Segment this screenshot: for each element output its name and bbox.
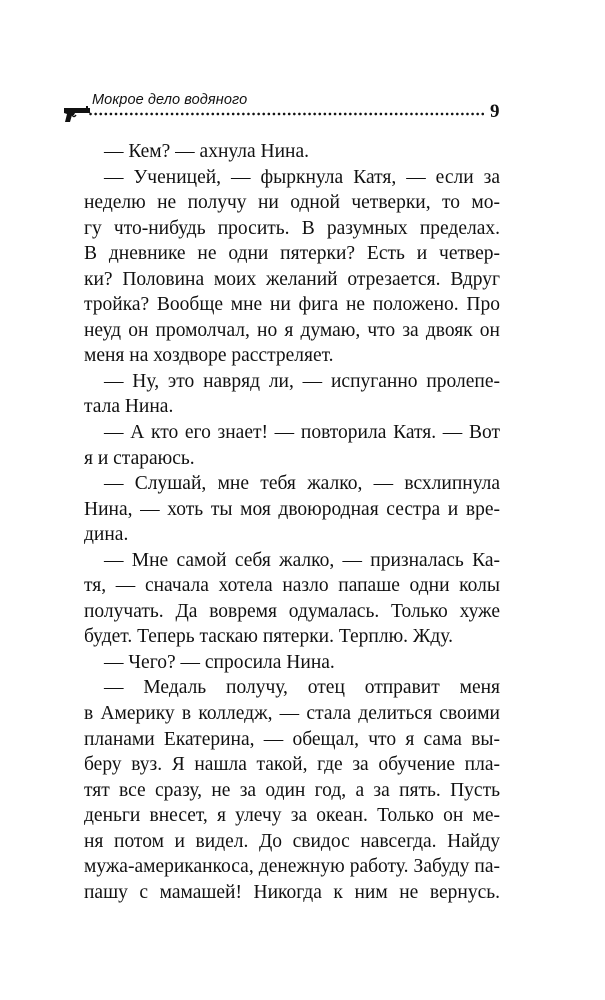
text-line: — Чего? — спросила Нина. [104,651,335,673]
text-line: тала Нина. [84,396,174,418]
text-line: тройка? Вообще мне ни фига не положено. Про [84,294,500,316]
page-number: 9 [490,101,500,122]
paragraph [84,471,500,548]
text-line: — Мне самой себя жалко, — призналась Ка- [104,549,500,571]
text-line: ки? Половина моих желаний отрезается. Вдруг [84,268,500,290]
dotted-rule [88,112,484,116]
text-line: Нина, — хоть ты моя двоюродная сестра и вре- [84,498,500,520]
running-title: Мокрое дело водяного [92,92,248,108]
text-line: получать. Да вовремя одумалась. Только хуже [84,600,500,622]
text-line: меня на хоздворе расстреляет. [84,345,334,367]
text-line: ня потом и видел. До свидос навсегда. Найду [84,830,500,852]
text-line: тят все сразу, не за один год, а за пять. Пусть [84,779,500,801]
text-line: планами Екатерина, — обещал, что я сама вы- [84,728,500,750]
paragraph [84,369,500,420]
text-line: — Медаль получу, отец отправит меня [104,677,500,699]
text-line: — А кто его знает! — повторила Катя. — Вот [104,422,500,444]
paragraph [84,420,500,471]
text-line: В дневнике не одни пятерки? Есть и четвер- [84,243,500,265]
text-line: — Кем? — ахнула Нина. [104,141,310,162]
text-line: — Ну, это навряд ли, — испуганно пролепе- [104,370,500,392]
paragraph [84,675,500,905]
text-line: — Слушай, мне тебя жалко, — всхлипнула [104,473,500,495]
text-line: тя, — сначала хотела назло папаше одни колы [84,575,500,597]
text-line: пашу с мамашей! Никогда к ним не вернусь. [84,881,500,903]
text-line: я и стараюсь. [84,447,195,469]
paragraph [84,139,500,165]
text-line: мужа-американкоса, денежную работу. Забуду па- [84,856,500,878]
text-line: гу что-нибудь просить. В разумных пределах. [84,217,500,239]
paragraph [84,650,500,676]
text-line: деньги внесет, я улечу за океан. Только он ме- [84,805,500,827]
text-line: неуд он промолчал, но я думаю, что за двояк он [84,319,500,341]
paragraph [84,165,500,369]
text-line: дина. [84,524,129,546]
running-header [62,92,522,128]
text-line: беру вуз. Я нашла такой, где за обучение пла- [84,754,500,776]
paragraph [84,548,500,650]
text-line: — Ученицей, — фыркнула Катя, — если за [104,166,500,188]
body-text [84,139,500,905]
text-line: в Америку в колледж, — стала делиться своими [84,703,500,725]
text-line: неделю не получу ни одной четверки, то мо- [84,192,500,214]
text-line: будет. Теперь таскаю пятерки. Терплю. Жду. [84,626,453,648]
